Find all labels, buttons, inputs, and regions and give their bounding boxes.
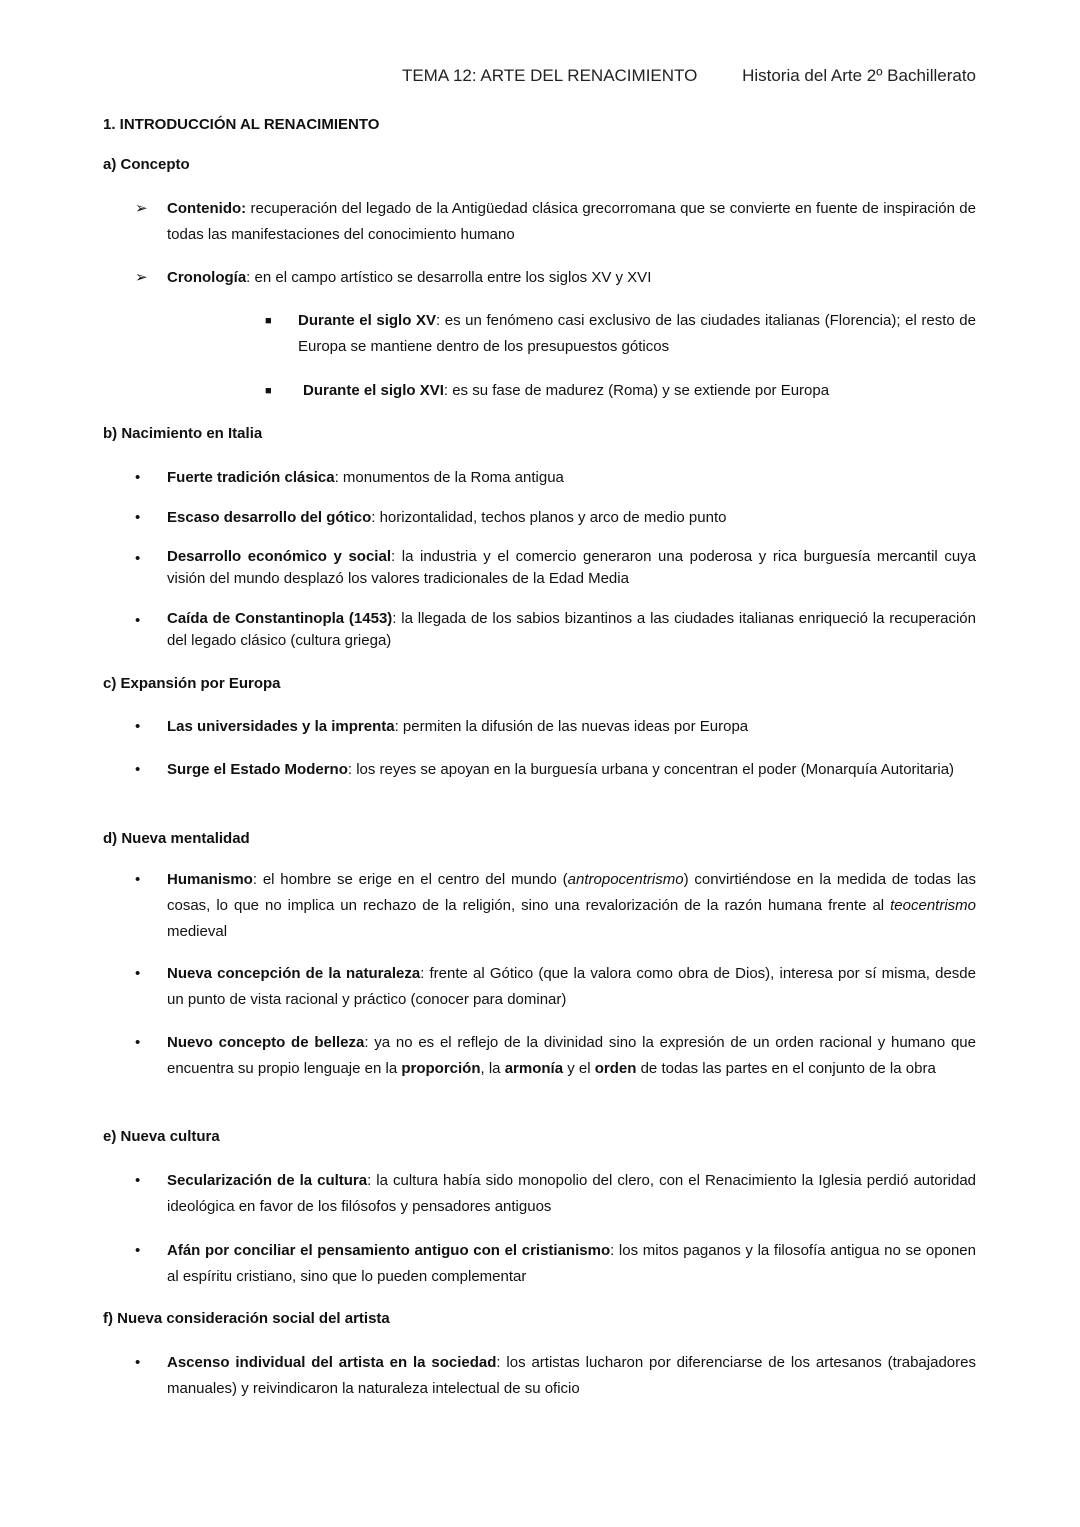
- header-course: Historia del Arte 2º Bachillerato: [742, 66, 976, 85]
- item-term: orden: [594, 1060, 637, 1077]
- item-text: : los reyes se apoyan en la burguesía urbana y concentran el poder (Monarquía Autoritaria): [347, 761, 955, 778]
- list-item: [167, 465, 976, 491]
- item-term: Caída de Constantinopla (1453): [167, 610, 393, 627]
- dot-bullet-icon: •: [135, 612, 141, 629]
- dot-bullet-icon: •: [135, 1242, 141, 1259]
- list-item: [167, 757, 976, 783]
- item-text: , la: [480, 1060, 505, 1077]
- list-item: [167, 1168, 976, 1220]
- subheading-nacimiento: b) Nacimiento en Italia: [103, 425, 263, 442]
- list-item: [167, 961, 976, 1013]
- dot-bullet-icon: •: [135, 469, 141, 486]
- dot-bullet-icon: •: [135, 761, 141, 778]
- item-term: Humanismo: [167, 871, 253, 888]
- subheading-cultura: e) Nueva cultura: [103, 1128, 220, 1145]
- dot-bullet-icon: •: [135, 550, 141, 567]
- section-title: 1. INTRODUCCIÓN AL RENACIMIENTO: [103, 116, 380, 133]
- subheading-concepto: a) Concepto: [103, 156, 190, 173]
- subheading-mentalidad: d) Nueva mentalidad: [103, 830, 250, 847]
- list-item: [167, 867, 976, 945]
- header-topic: TEMA 12: ARTE DEL RENACIMIENTO: [401, 66, 698, 85]
- page-header: [402, 66, 976, 86]
- item-term: Durante el siglo XV: [298, 312, 436, 329]
- item-emphasis: antropocentrismo: [567, 871, 684, 888]
- item-term: Nueva concepción de la naturaleza: [167, 965, 421, 982]
- square-bullet-icon: ■: [265, 385, 272, 397]
- list-item: [167, 196, 976, 248]
- arrow-bullet-icon: ➢: [135, 200, 148, 217]
- dot-bullet-icon: •: [135, 509, 141, 526]
- list-item: [303, 378, 976, 404]
- item-text: : es un fenómeno casi exclusivo de las ciudades italianas (Florencia); el resto de Europa se mantiene dentro de los presupuestos góticos: [298, 312, 976, 355]
- item-text: de todas las partes en el conjunto de la obra: [636, 1060, 936, 1077]
- item-text: : en el campo artístico se desarrolla entre los siglos XV y XVI: [246, 269, 652, 286]
- item-term: Ascenso individual del artista en la sociedad: [167, 1354, 497, 1371]
- item-text: : el hombre se erige en el centro del mundo (: [252, 871, 568, 888]
- list-item: [298, 308, 976, 360]
- item-term: armonía: [504, 1060, 564, 1077]
- subheading-artista: f) Nueva consideración social del artista: [103, 1310, 390, 1327]
- item-term: Contenido:: [167, 200, 247, 217]
- list-item: [167, 265, 976, 291]
- item-text: medieval: [167, 923, 228, 940]
- dot-bullet-icon: •: [135, 965, 141, 982]
- dot-bullet-icon: •: [135, 871, 141, 888]
- item-term: Escaso desarrollo del gótico: [167, 509, 372, 526]
- item-term: Nuevo concepto de belleza: [167, 1034, 365, 1051]
- item-term: Cronología: [167, 269, 247, 286]
- item-text: recuperación del legado de la Antigüedad clásica grecorromana que se convierte en fuente de inspiración de todas las manifestaciones del conocimiento humano: [167, 200, 976, 243]
- list-item: [167, 608, 976, 652]
- item-term: Desarrollo económico y social: [167, 548, 391, 565]
- item-term: proporción: [401, 1060, 481, 1077]
- item-term: Durante el siglo XVI: [303, 382, 444, 399]
- list-item: [167, 546, 976, 590]
- item-text: : frente al Gótico (que la valora como obra de Dios), interesa por sí misma, desde un punto de vista racional y práctico (conocer para dominar): [167, 965, 976, 1008]
- item-text: : horizontalidad, techos planos y arco de medio punto: [371, 509, 727, 526]
- item-text: y el: [563, 1060, 595, 1077]
- item-term: Las universidades y la imprenta: [167, 718, 395, 735]
- item-text: : la llegada de los sabios bizantinos a las ciudades italianas enriqueció la recuperación del legado clásico (cultura griega): [167, 610, 976, 649]
- square-bullet-icon: ■: [265, 315, 272, 327]
- list-item: [167, 1238, 976, 1290]
- item-text: : los mitos paganos y la filosofía antigua no se oponen al espíritu cristiano, sino que lo pueden complementar: [167, 1242, 976, 1285]
- subheading-expansion: c) Expansión por Europa: [103, 675, 281, 692]
- item-emphasis: teocentrismo: [890, 897, 976, 914]
- list-item: [167, 1030, 976, 1082]
- dot-bullet-icon: •: [135, 1354, 141, 1371]
- item-text: : es su fase de madurez (Roma) y se extiende por Europa: [443, 382, 830, 399]
- item-term: Secularización de la cultura: [167, 1172, 368, 1189]
- list-item: [167, 505, 976, 531]
- item-text: : ya no es el reflejo de la divinidad sino la expresión de un orden racional y humano que encuentra su propio lenguaje en la: [167, 1034, 976, 1077]
- dot-bullet-icon: •: [135, 718, 141, 735]
- item-text: ) convirtiéndose en la medida de todas las cosas, lo que no implica un rechazo de la religión, sino una revalorización de la razón humana frente al: [167, 871, 976, 914]
- dot-bullet-icon: •: [135, 1034, 141, 1051]
- item-text: : los artistas lucharon por diferenciarse de los artesanos (trabajadores manuales) y reivindicaron la naturaleza intelectual de su oficio: [167, 1354, 976, 1397]
- list-item: [167, 1350, 976, 1402]
- item-text: : permiten la difusión de las nuevas ideas por Europa: [394, 718, 749, 735]
- item-text: : la cultura había sido monopolio del clero, con el Renacimiento la Iglesia perdió autoridad ideológica en favor de los filósofos y pensadores antiguos: [167, 1172, 977, 1215]
- list-item: [167, 714, 976, 740]
- item-term: Fuerte tradición clásica: [167, 469, 335, 486]
- dot-bullet-icon: •: [135, 1172, 141, 1189]
- item-text: : monumentos de la Roma antigua: [334, 469, 564, 486]
- item-term: Afán por conciliar el pensamiento antiguo con el cristianismo: [167, 1242, 611, 1259]
- arrow-bullet-icon: ➢: [135, 269, 148, 286]
- item-text: : la industria y el comercio generaron una poderosa y rica burguesía mercantil cuya visión del mundo desplazó los valores tradicionales de la Edad Media: [167, 548, 977, 587]
- item-term: Surge el Estado Moderno: [167, 761, 348, 778]
